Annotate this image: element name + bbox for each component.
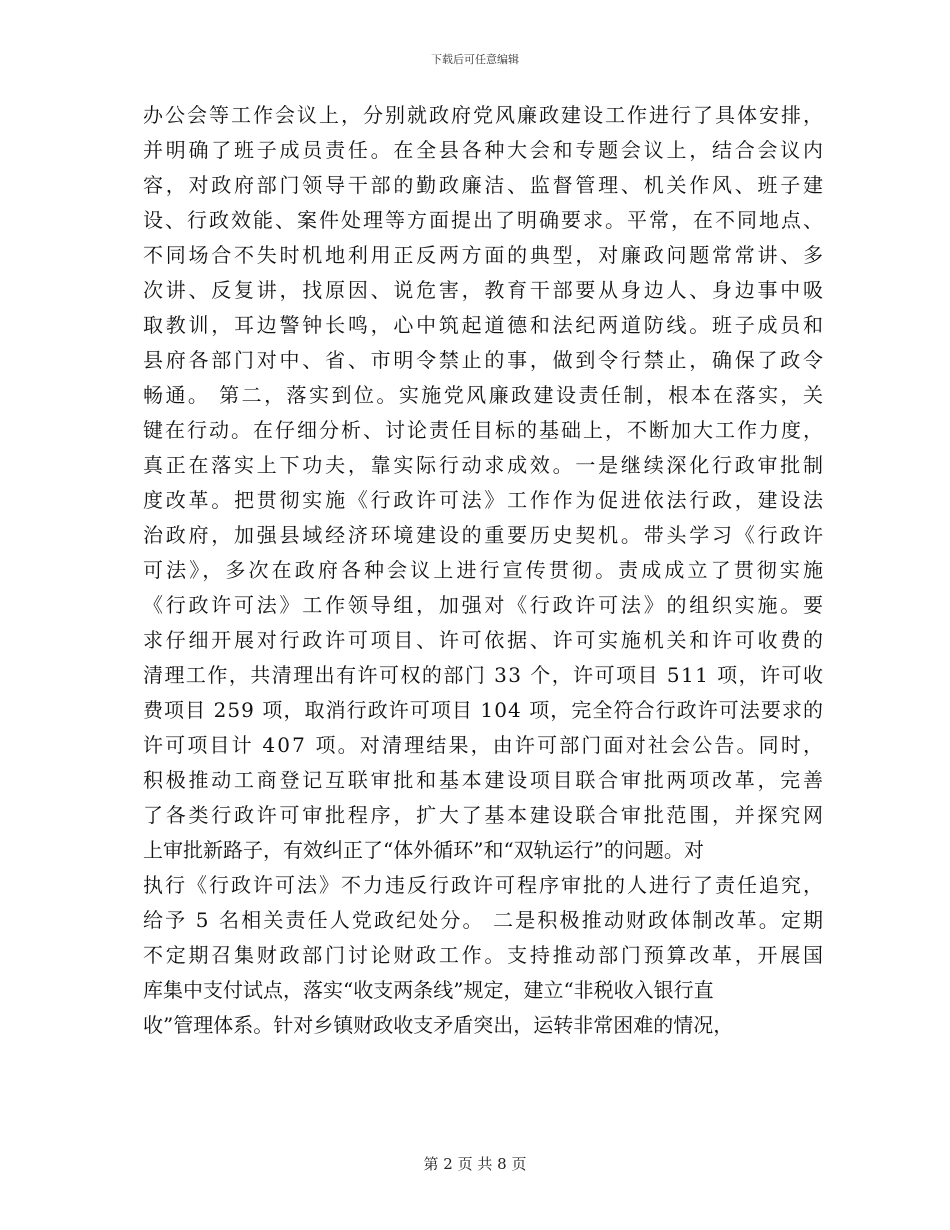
text-line: 收”管理体系。针对乡镇财政收支矛盾突出，运转非常困难的情况， bbox=[143, 1013, 734, 1037]
text-line: 积极推动工商登记互联审批和基本建设项目联合审批两项改革，完善 bbox=[143, 768, 826, 792]
text-line: 县府各部门对中、省、市明令禁止的事，做到令行禁止，确保了政令 bbox=[143, 348, 826, 372]
text-line: 并明确了班子成员责任。在全县各种大会和专题会议上，结合会议内 bbox=[143, 138, 826, 162]
text-line: 键在行动。在仔细分析、讨论责任目标的基础上，不断加大工作力度， bbox=[143, 418, 825, 442]
text-line: 不定期召集财政部门讨论财政工作。支持推动部门预算改革，开展国 bbox=[143, 943, 826, 967]
text-line: 度改革。把贯彻实施《行政许可法》工作作为促进依法行政，建设法 bbox=[143, 488, 826, 512]
text-line: 办公会等工作会议上，分别就政府党风廉政建设工作进行了具体安排， bbox=[143, 103, 825, 127]
text-line: 次讲、反复讲，找原因、说危害，教育干部要从身边人、身边事中吸 bbox=[143, 278, 826, 302]
text-line: 设、行政效能、案件处理等方面提出了明确要求。平常，在不同地点、 bbox=[143, 208, 825, 232]
text-line: 治政府，加强县域经济环境建设的重要历史契机。带头学习《行政许 bbox=[143, 523, 826, 547]
text-line: 不同场合不失时机地利用正反两方面的典型，对廉政问题常常讲、多 bbox=[143, 243, 826, 267]
text-line: 容，对政府部门领导干部的勤政廉洁、监督管理、机关作风、班子建 bbox=[143, 173, 826, 197]
text-line: 上审批新路子，有效纠正了“体外循环”和“双轨运行”的问题。对 bbox=[143, 838, 704, 862]
text-line: 取教训，耳边警钟长鸣，心中筑起道德和法纪两道防线。班子成员和 bbox=[143, 313, 826, 337]
page-header: 下载后可任意编辑 bbox=[431, 53, 519, 66]
text-line: 真正在落实上下功夫，靠实际行动求成效。一是继续深化行政审批制 bbox=[143, 453, 826, 477]
text-line: 库集中支付试点，落实“收支两条线”规定，建立“非税收入银行直 bbox=[143, 978, 714, 1002]
text-line: 费项目 259 项，取消行政许可项目 104 项，完全符合行政许可法要求的 bbox=[143, 698, 825, 722]
text-line: 许可项目计 407 项。对清理结果，由许可部门面对社会公告。同时， bbox=[143, 733, 826, 757]
text-line: 执行《行政许可法》不力违反行政许可程序审批的人进行了责任追究， bbox=[143, 873, 825, 897]
text-line: 畅通。 第二，落实到位。实施党风廉政建设责任制，根本在落实，关 bbox=[143, 383, 826, 407]
body-text bbox=[143, 98, 827, 1043]
text-line: 《行政许可法》工作领导组，加强对《行政许可法》的组织实施。要 bbox=[143, 593, 826, 617]
text-line: 可法》，多次在政府各种会议上进行宣传贯彻。责成成立了贯彻实施 bbox=[143, 558, 827, 582]
text-line: 清理工作，共清理出有许可权的部门 33 个，许可项目 511 项，许可收 bbox=[143, 663, 825, 687]
text-line: 求仔细开展对行政许可项目、许可依据、许可实施机关和许可收费的 bbox=[143, 628, 826, 652]
text-line: 了各类行政许可审批程序，扩大了基本建设联合审批范围，并探究网 bbox=[143, 803, 826, 827]
page-footer: 第 2 页 共 8 页 bbox=[423, 1155, 527, 1173]
text-line: 给予 5 名相关责任人党政纪处分。 二是积极推动财政体制改革。定期 bbox=[143, 908, 826, 932]
